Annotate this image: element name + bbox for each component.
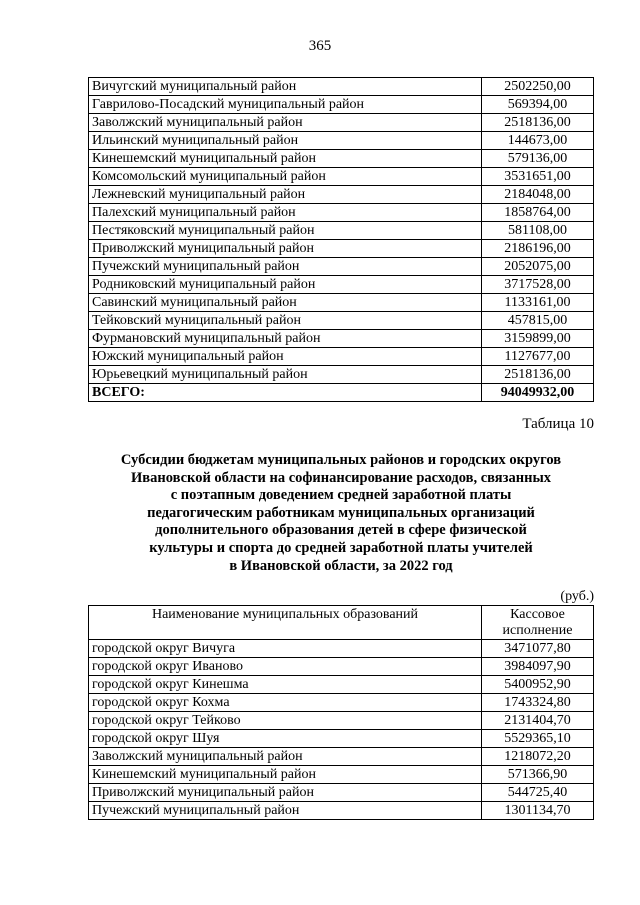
table-row [89,366,594,384]
table-row [89,114,594,132]
table-header-row [89,606,594,640]
currency-unit: (руб.) [560,589,594,604]
header-value-line: Кассовое [510,607,565,622]
amount-value: 1743324,80 [482,694,594,712]
amount-value: 3159899,00 [482,330,594,348]
table-row [89,168,594,186]
table-row [89,658,594,676]
municipality-name: Фурмановский муниципальный район [89,330,482,348]
municipality-name: Приволжский муниципальный район [89,784,482,802]
municipality-name: Пучежский муниципальный район [89,258,482,276]
table-row [89,676,594,694]
amount-value: 2518136,00 [482,114,594,132]
amount-value: 457815,00 [482,312,594,330]
table-caption [88,452,594,575]
table-row [89,748,594,766]
table-row [89,730,594,748]
page-number: 365 [308,38,332,54]
table-row [89,330,594,348]
amount-value: 1301134,70 [482,802,594,820]
total-value: 94049932,00 [482,384,594,402]
table-row [89,186,594,204]
amount-value: 1127677,00 [482,348,594,366]
municipality-name: Юрьевецкий муниципальный район [89,366,482,384]
amount-value: 3471077,80 [482,640,594,658]
subsidy-table-continued [88,77,594,402]
municipality-name: городской округ Шуя [89,730,482,748]
table-row [89,132,594,150]
municipality-name: Вичугский муниципальный район [89,78,482,96]
table-row [89,294,594,312]
municipality-name: Заволжский муниципальный район [89,114,482,132]
caption-line: Ивановской области на софинансирование расходов, связанных [130,469,552,486]
table-row [89,784,594,802]
municipality-name: городской округ Вичуга [89,640,482,658]
header-municipality: Наименование муниципальных образований [89,606,482,640]
table-label: Таблица 10 [522,416,594,432]
municipality-name: Родниковский муниципальный район [89,276,482,294]
table-row [89,204,594,222]
table-row [89,694,594,712]
amount-value: 581108,00 [482,222,594,240]
amount-value: 3531651,00 [482,168,594,186]
table-row [89,96,594,114]
table-row [89,240,594,258]
municipality-name: Пестяковский муниципальный район [89,222,482,240]
table-row [89,222,594,240]
amount-value: 3984097,90 [482,658,594,676]
amount-value: 569394,00 [482,96,594,114]
municipality-name: Гаврилово-Посадский муниципальный район [89,96,482,114]
amount-value: 579136,00 [482,150,594,168]
total-label: ВСЕГО: [89,384,482,402]
table-row [89,150,594,168]
amount-value: 1133161,00 [482,294,594,312]
table-row [89,766,594,784]
amount-value: 2052075,00 [482,258,594,276]
caption-line: в Ивановской области, за 2022 год [229,557,453,574]
amount-value: 144673,00 [482,132,594,150]
table-row [89,258,594,276]
municipality-name: Пучежский муниципальный район [89,802,482,820]
municipality-name: городской округ Тейково [89,712,482,730]
caption-line: педагогическим работникам муниципальных организаций [147,504,535,521]
subsidy-table-10 [88,605,594,820]
amount-value: 2518136,00 [482,366,594,384]
municipality-name: Тейковский муниципальный район [89,312,482,330]
table-row [89,348,594,366]
header-cash-execution [482,606,594,640]
amount-value: 1858764,00 [482,204,594,222]
table-row [89,312,594,330]
amount-value: 2502250,00 [482,78,594,96]
amount-value: 2186196,00 [482,240,594,258]
table-row [89,78,594,96]
amount-value: 2131404,70 [482,712,594,730]
municipality-name: Палехский муниципальный район [89,204,482,222]
caption-line: дополнительного образования детей в сфере физической [155,522,527,539]
amount-value: 571366,90 [482,766,594,784]
caption-line: культуры и спорта до средней заработной платы учителей [149,539,533,556]
amount-value: 544725,40 [482,784,594,802]
total-row [89,384,594,402]
municipality-name: городской округ Иваново [89,658,482,676]
table-row [89,276,594,294]
caption-line: Субсидии бюджетам муниципальных районов и городских округов [120,452,562,468]
amount-value: 3717528,00 [482,276,594,294]
amount-value: 2184048,00 [482,186,594,204]
municipality-name: Заволжский муниципальный район [89,748,482,766]
header-value-line: исполнение [502,623,573,638]
table-row [89,802,594,820]
municipality-name: городской округ Кохма [89,694,482,712]
amount-value: 5529365,10 [482,730,594,748]
municipality-name: Кинешемский муниципальный район [89,766,482,784]
municipality-name: Савинский муниципальный район [89,294,482,312]
table-row [89,712,594,730]
municipality-name: Приволжский муниципальный район [89,240,482,258]
municipality-name: Южский муниципальный район [89,348,482,366]
municipality-name: Комсомольский муниципальный район [89,168,482,186]
table-row [89,640,594,658]
municipality-name: Лежневский муниципальный район [89,186,482,204]
amount-value: 1218072,20 [482,748,594,766]
amount-value: 5400952,90 [482,676,594,694]
municipality-name: Ильинский муниципальный район [89,132,482,150]
municipality-name: Кинешемский муниципальный район [89,150,482,168]
caption-line: с поэтапным доведением средней заработной платы [170,487,512,504]
municipality-name: городской округ Кинешма [89,676,482,694]
